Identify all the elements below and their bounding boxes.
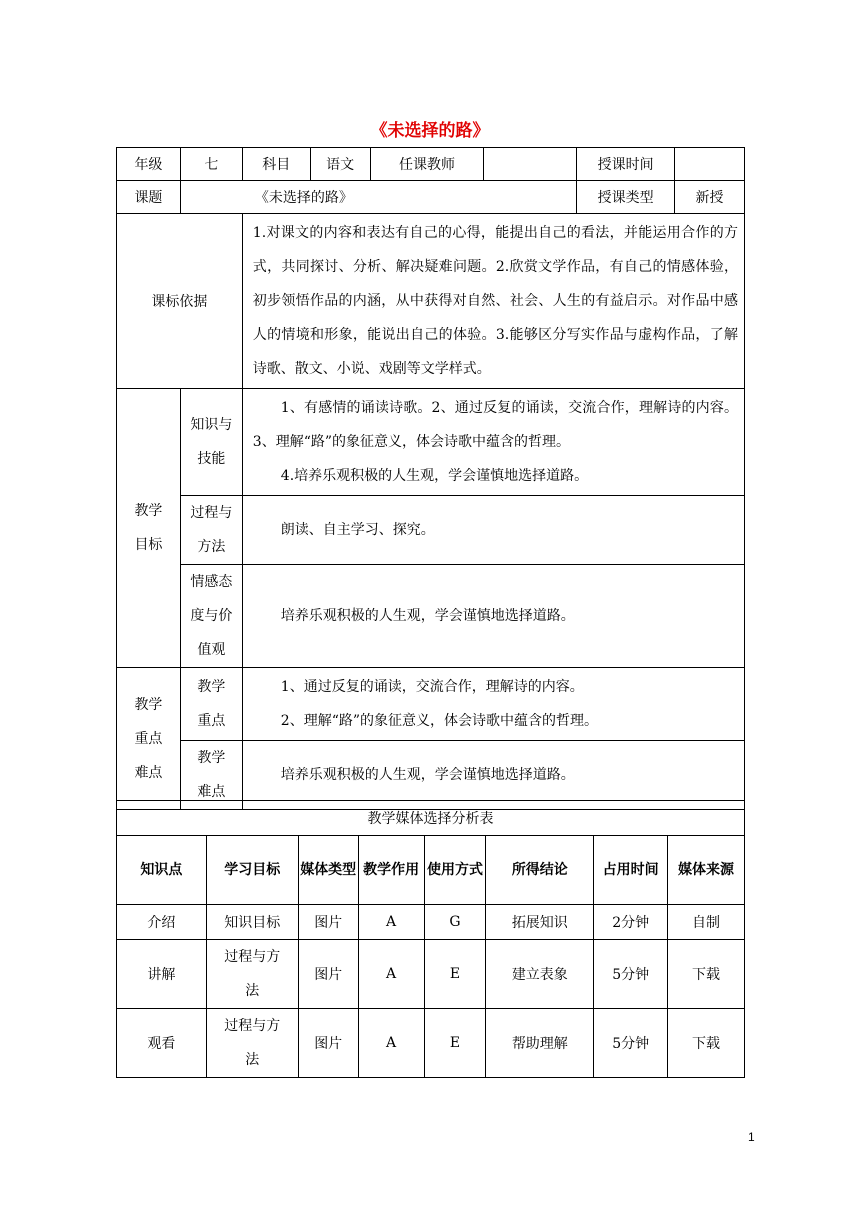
topic-label: 课题 [117,181,181,214]
table-cell: 拓展知识 [486,905,594,940]
table-cell: A [358,905,424,940]
table-cell: 5分钟 [594,1009,668,1078]
process-label-line: 过程与 [190,505,233,521]
knowledge-text-line: 1、有感情的诵读诗歌。2、通过反复的诵读，交流合作，理解诗的内容。3、理解“路”的象征意义，体会诗歌中蕴含的哲理。 [252,400,738,450]
key-label [117,668,181,810]
table-cell: E [424,940,486,1009]
grade-label: 年级 [117,148,181,181]
page-number: 1 [748,1130,755,1144]
teacher-label: 任课教师 [370,148,484,181]
table-cell: A [358,940,424,1009]
table-cell: 过程与方法 [206,940,298,1009]
table-cell: 2分钟 [594,905,668,940]
header-cell: 教学作用 [358,836,424,905]
knowledge-label-line: 知识与 [190,417,233,433]
process-text: 朗读、自主学习、探究。 [242,496,744,565]
table-cell: 建立表象 [486,940,594,1009]
time-value [675,148,745,181]
time-label: 授课时间 [577,148,675,181]
header-cell: 知识点 [117,836,207,905]
table-cell: 观看 [117,1009,207,1078]
knowledge-text [242,389,744,496]
table-cell: 下载 [668,940,745,1009]
focus-text-line: 2、理解“路”的象征意义，体会诗歌中蕴含的哲理。 [280,713,599,729]
key-label-line: 难点 [134,764,163,781]
type-label: 授课类型 [577,181,675,214]
knowledge-label-line: 技能 [197,451,226,467]
header-cell: 学习目标 [206,836,298,905]
table-cell: 5分钟 [594,940,668,1009]
emotion-label-line: 情感态 [190,574,233,590]
subject-label: 科目 [242,148,310,181]
table-cell: G [424,905,486,940]
subject-value: 语文 [310,148,370,181]
table-cell: 帮助理解 [486,1009,594,1078]
table-cell: 过程与方法 [206,1009,298,1078]
standards-label: 课标依据 [117,214,243,389]
focus-label-line: 教学 [197,679,226,695]
table-cell: A [358,1009,424,1078]
focus-label-line: 重点 [197,713,226,729]
table-cell: 下载 [668,1009,745,1078]
table-cell: E [424,1009,486,1078]
page-title: 《未选择的路》 [370,121,490,141]
focus-text-line: 1、通过反复的诵读，交流合作，理解诗的内容。 [280,679,584,695]
table-cell: 自制 [668,905,745,940]
lesson-plan-table [116,147,745,810]
knowledge-text-line: 4.培养乐观积极的人生观，学会谨慎地选择道路。 [280,468,589,484]
teacher-value [484,148,577,181]
process-label-line: 方法 [197,539,226,555]
focus-text [242,668,744,741]
emotion-label-line: 值观 [197,642,226,658]
goals-label-line: 目标 [134,537,163,553]
difficulty-label-line: 难点 [197,784,226,800]
table-row [117,905,745,940]
table-cell: 讲解 [117,940,207,1009]
table-cell: 图片 [298,1009,358,1078]
header-cell: 所得结论 [486,836,594,905]
topic-value: 《未选择的路》 [180,181,576,214]
grade-value: 七 [180,148,242,181]
media-table [116,800,745,1078]
goals-label-line: 教学 [134,503,163,519]
emotion-text: 培养乐观积极的人生观，学会谨慎地选择道路。 [242,565,744,668]
table-cell: 知识目标 [206,905,298,940]
type-value: 新授 [675,181,745,214]
key-label-line: 重点 [134,730,163,747]
table-cell: 图片 [298,940,358,1009]
table-row [117,940,745,1009]
focus-label [180,668,242,741]
process-label [180,496,242,565]
header-cell: 占用时间 [594,836,668,905]
table-cell: 图片 [298,905,358,940]
knowledge-label [180,389,242,496]
header-cell: 媒体来源 [668,836,745,905]
key-label-line: 教学 [134,696,163,713]
header-cell: 使用方式 [424,836,486,905]
table-cell: 介绍 [117,905,207,940]
table-row [117,1009,745,1078]
emotion-label-line: 度与价 [190,608,233,624]
difficulty-label-line: 教学 [197,750,226,766]
media-table-title: 教学媒体选择分析表 [117,801,745,836]
goals-label [117,389,181,668]
standards-text: 1.对课文的内容和表达有自己的心得，能提出自己的看法，并能运用合作的方式，共同探讨、分析、解决疑难问题。2.欣赏文学作品，有自己的情感体验，初步领悟作品的内涵，从中获得对自然、社会、人生的有益启示。对作品中感人的情境和形象，能说出自己的体验。3.能够区分写实作品与虚构作品，了解诗歌、散文、小说、戏剧等文学样式。 [242,214,744,389]
difficulty-text: 培养乐观积极的人生观，学会谨慎地选择道路。 [242,741,744,810]
header-cell: 媒体类型 [298,836,358,905]
emotion-label [180,565,242,668]
